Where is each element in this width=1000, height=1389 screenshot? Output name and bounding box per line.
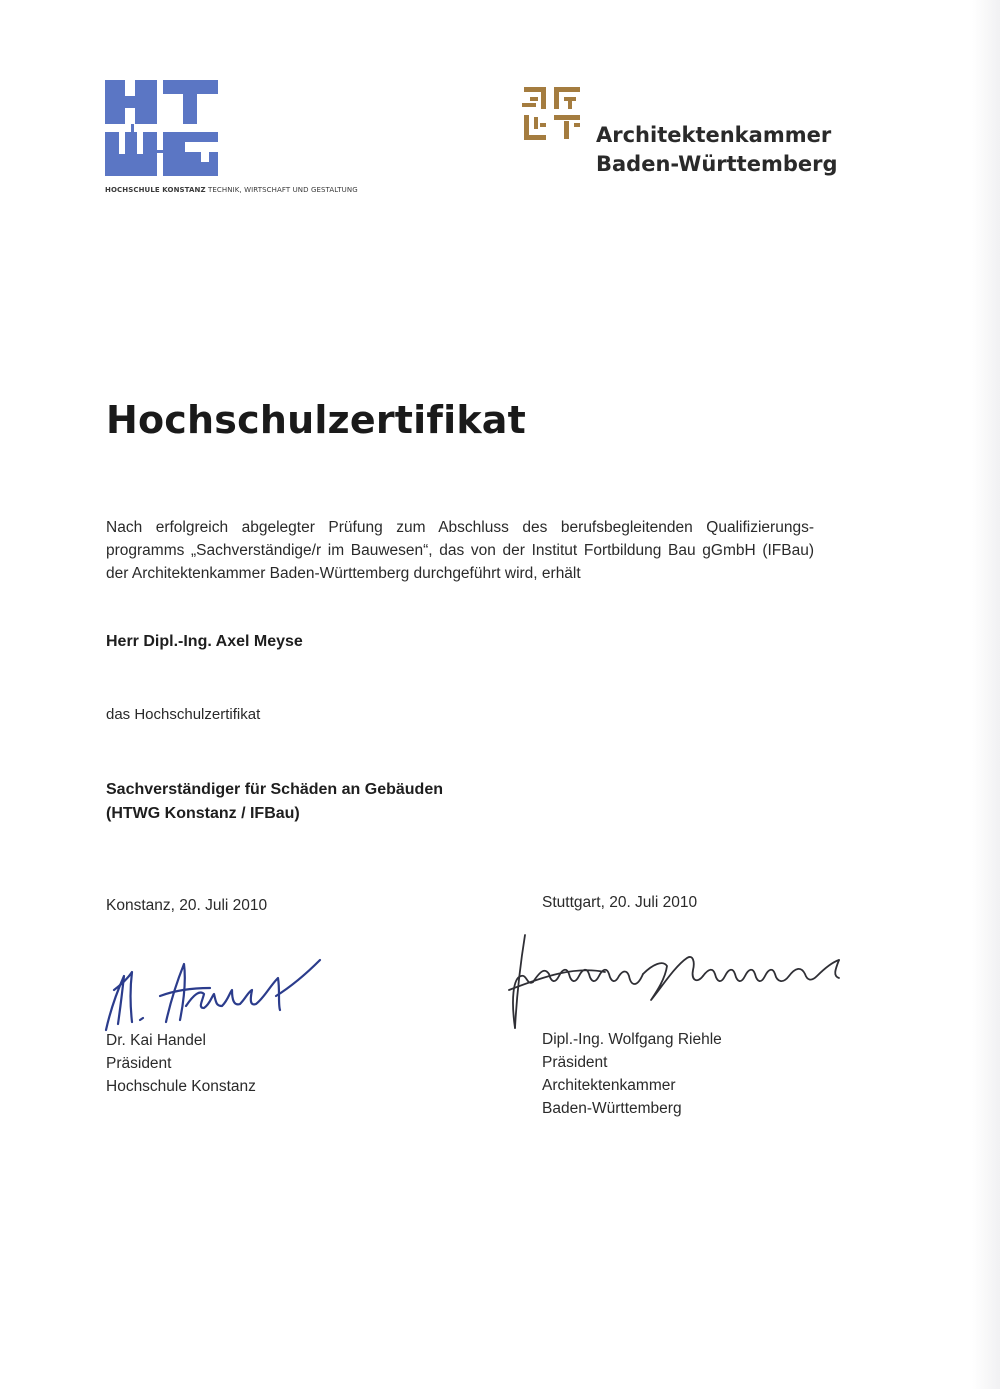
left-signatory-org: Hochschule Konstanz	[106, 1078, 256, 1095]
right-place-date: Stuttgart, 20. Juli 2010	[542, 894, 698, 911]
certificate-intro-text: Nach erfolgreich abgelegter Prüfung zum Abschluss des berufsbegleitenden Qualifizierungs-programms „Sachverständige/r im Bauwesen“, das von der Institut Fortbildung Bau gGmbH (IFBau) der Architektenkammer Baden-Württemberg durchgeführt wird, erhält	[106, 519, 814, 582]
right-signature-image	[505, 930, 865, 1040]
htwg-caption	[105, 186, 358, 194]
left-signatory-block	[106, 1029, 256, 1098]
architektenkammer-name-line1: Architektenkammer	[596, 123, 832, 147]
designation-line-1: Sachverständiger für Schäden an Gebäuden	[106, 781, 443, 798]
left-place-date: Konstanz, 20. Juli 2010	[106, 897, 268, 914]
right-signatory-org-line1: Architektenkammer	[542, 1077, 676, 1094]
designation-line-2: (HTWG Konstanz / IFBau)	[106, 805, 300, 822]
right-signatory-role: Präsident	[542, 1054, 608, 1071]
right-signatory-name: Dipl.-Ing. Wolfgang Riehle	[542, 1031, 722, 1048]
architektenkammer-name	[596, 121, 838, 179]
certificate-label: das Hochschulzertifikat	[106, 706, 261, 723]
scan-edge-shadow	[972, 0, 1000, 1389]
architektenkammer-name-line2: Baden-Württemberg	[596, 152, 838, 176]
right-signatory-block	[542, 1028, 722, 1120]
certificate-designation	[106, 778, 443, 826]
left-signature-image	[100, 950, 330, 1035]
htwg-caption-rest: TECHNIK, WIRTSCHAFT UND GESTALTUNG	[205, 186, 358, 194]
left-signatory-name: Dr. Kai Handel	[106, 1032, 206, 1049]
right-signatory-org-line2: Baden-Württemberg	[542, 1100, 682, 1117]
architektenkammer-logo-mark	[520, 85, 586, 145]
recipient-name: Herr Dipl.-Ing. Axel Meyse	[106, 633, 303, 650]
htwg-logo	[105, 80, 395, 200]
certificate-title: Hochschulzertifikat	[106, 398, 527, 442]
htwg-logo-mark	[105, 80, 221, 178]
htwg-caption-bold: HOCHSCHULE KONSTANZ	[105, 186, 206, 194]
architektenkammer-logo	[520, 85, 840, 185]
left-signatory-role: Präsident	[106, 1055, 172, 1072]
